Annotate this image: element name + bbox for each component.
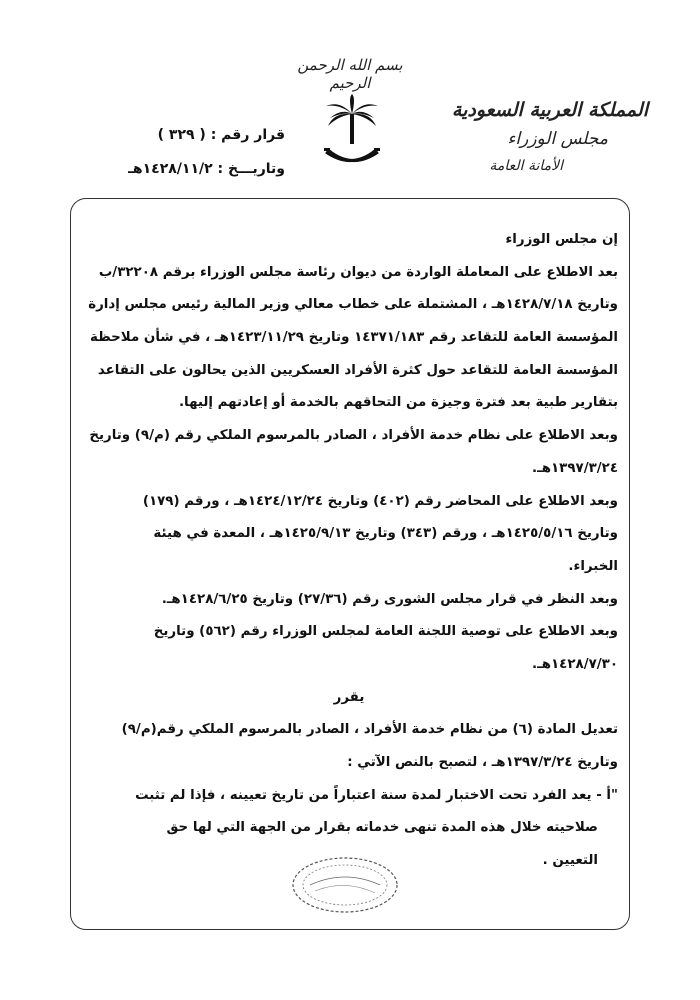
text-line: التعيين . [542,853,598,869]
decides-heading: يقرر [333,689,365,705]
text-line: بعد الاطلاع على المعاملة الواردة من ديوان رئاسة مجلس الوزراء برقم ٣٢٢٠٨/ب [98,264,618,280]
text-line: الخبراء. [568,558,618,574]
text-line: "أ - يعد الفرد تحت الاختبار لمدة سنة اعتباراً من تاريخ تعيينه ، فإذا لم تثبت [135,787,618,803]
text-line: وبعد الاطلاع على توصية اللجنة العامة لمجلس الوزراء رقم (٥٦٢) وتاريخ [153,624,618,640]
text-line: وبعد الاطلاع على نظام خدمة الأفراد ، الصادر بالمرسوم الملكي رقم (م/٩) وتاريخ [89,428,618,444]
text-line: وتاريخ ١٤٢٥/٥/١٦هـ ، ورقم (٣٤٣) وتاريخ ١٤٢٥/٩/١٣هـ ، المعدة في هيئة [153,526,618,542]
text-line: وبعد النظر في قرار مجلس الشورى رقم (٢٧/٣٦) وتاريخ ١٤٢٨/٦/٢٥هـ. [161,591,618,607]
decision-body [80,224,618,878]
basmala: بسم الله الرحمن الرحيم [297,56,403,92]
decision-number: قرار رقم : ( ٣٢٩ ) [157,127,285,143]
text-line: وتاريخ ١٤٢٨/٧/١٨هـ ، المشتملة على خطاب معالي وزير المالية رئيس مجلس إدارة [88,297,618,313]
kingdom-title: المملكة العربية السعودية [451,99,648,121]
text-line: بتقارير طبية بعد فترة وجيزة من التحاقهم بالخدمة أو إعادتهم إليها. [178,395,618,411]
official-stamp-icon [290,855,400,915]
text-line: ١٤٢٨/٧/٣٠هـ. [532,656,618,672]
secretariat-title: الأمانة العامة [489,158,563,174]
text-line: وتاريخ ١٣٩٧/٣/٢٤هـ ، لتصبح بالنص الآتي : [347,755,618,770]
text-line: إن مجلس الوزراء [505,232,618,247]
text-line: صلاحيته خلال هذه المدة تنهى خدماته بقرار من الجهة التي لها حق [166,820,598,836]
decision-date: وتاريـــخ : ١٤٢٨/١١/٢هـ [128,161,285,177]
text-line: وبعد الاطلاع على المحاضر رقم (٤٠٢) وتاريخ ١٤٢٤/١٢/٢٤هـ ، ورقم (١٧٩) [142,493,618,509]
text-line: المؤسسة العامة للتقاعد رقم ١٤٣٧١/١٨٣ وتاريخ ١٤٢٣/١١/٢٩هـ ، في شأن ملاحظة [89,330,618,346]
text-line: المؤسسة العامة للتقاعد حول كثرة الأفراد العسكريين الذين يحالون على التقاعد [97,362,618,378]
council-title: مجلس الوزراء [507,129,608,149]
text-line: ١٣٩٧/٣/٢٤هـ. [532,460,618,476]
letterhead [438,95,648,179]
text-line: تعديل المادة (٦) من نظام خدمة الأفراد ، الصادر بالمرسوم الملكي رقم(م/٩) [121,722,618,738]
palm-swords-emblem-icon [322,92,382,170]
decision-info [105,118,285,186]
